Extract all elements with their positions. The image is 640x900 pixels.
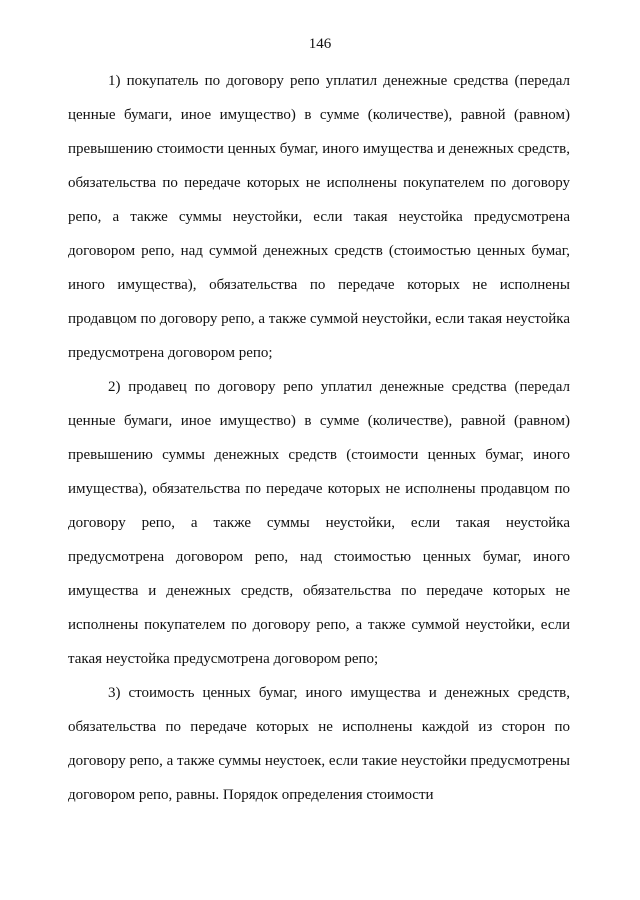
paragraph-item-1: 1) покупатель по договору репо уплатил денежные средства (передал ценные бумаги, иное имущество) в сумме (количестве), равной (равном) превышению стоимости ценных бумаг, иного имущества и денежных средств, обязательства по передаче которых не исполнены покупателем по договору репо, а также суммы неустойки, если такая неустойка предусмотрена договором репо, над суммой денежных средств (стоимостью ценных бумаг, иного имущества), обязательства по передаче которых не исполнены продавцом по договору репо, а также суммой неустойки, если такая неустойка предусмотрена договором репо;	[68, 73, 571, 361]
document-body	[68, 64, 570, 812]
paragraph-item-2: 2) продавец по договору репо уплатил денежные средства (передал ценные бумаги, иное имущество) в сумме (количестве), равной (равном) превышению суммы денежных средств (стоимости ценных бумаг, иного имущества), обязательства по передаче которых не исполнены продавцом по договору репо, а также суммы неустойки, если такая неустойка предусмотрена договором репо, над стоимостью ценных бумаг, иного имущества и денежных средств, обязательства по передаче которых не исполнены покупателем по договору репо, а также суммой неустойки, если такая неустойка предусмотрена договором репо;	[68, 379, 570, 667]
paragraph-item-3: 3) стоимость ценных бумаг, иного имущества и денежных средств, обязательства по передаче которых не исполнены каждой из сторон по договору репо, а также суммы неустоек, если такие неустойки предусмотрены договором репо, равны. Порядок определения стоимости	[68, 685, 570, 803]
page-number: 146	[308, 36, 332, 52]
